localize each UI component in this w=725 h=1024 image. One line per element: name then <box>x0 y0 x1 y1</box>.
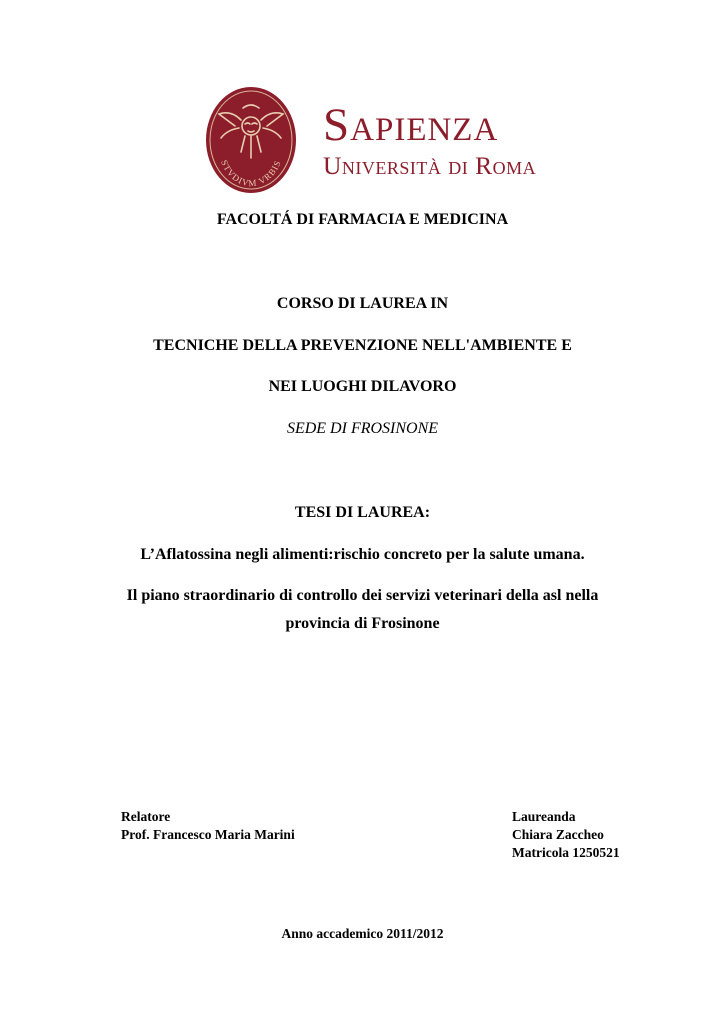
candidate-name: Chiara Zaccheo <box>512 827 604 842</box>
advisor-label: Relatore <box>121 809 171 824</box>
course-line-1: CORSO DI LAUREA IN <box>276 295 449 312</box>
advisor-name: Prof. Francesco Maria Marini <box>121 827 295 842</box>
candidate-block <box>512 808 620 862</box>
thesis-title-line-3: provincia di Frosinone <box>285 615 440 632</box>
thesis-title-line-1: L’Aflatossina negli alimenti:rischio concreto per la salute umana. <box>140 546 585 563</box>
faculty-name: FACOLTÁ DI FARMACIA E MEDICINA <box>216 211 509 228</box>
brand-name: Sapienza <box>323 99 499 151</box>
university-wordmark <box>323 100 536 180</box>
university-logo <box>205 86 565 196</box>
candidate-label: Laureanda <box>512 809 576 824</box>
advisor-block <box>121 808 295 844</box>
brand-subtitle: Università di Roma <box>323 151 537 180</box>
course-line-2: TECNICHE DELLA PREVENZIONE NELL'AMBIENTE E <box>153 337 572 354</box>
thesis-title-line-2: Il piano straordinario di controllo dei servizi veterinari della asl nella <box>126 587 599 604</box>
thesis-heading: TESI DI LAUREA: <box>294 504 431 521</box>
sapienza-seal-icon <box>205 86 297 194</box>
academic-year: Anno accademico 2011/2012 <box>281 926 444 941</box>
course-line-3: NEI LUOGHI DILAVORO <box>268 378 457 395</box>
candidate-id: Matricola 1250521 <box>512 845 620 860</box>
seal-text: STVDIVM VRBIS <box>219 158 283 189</box>
course-location: SEDE DI FROSINONE <box>286 420 439 437</box>
